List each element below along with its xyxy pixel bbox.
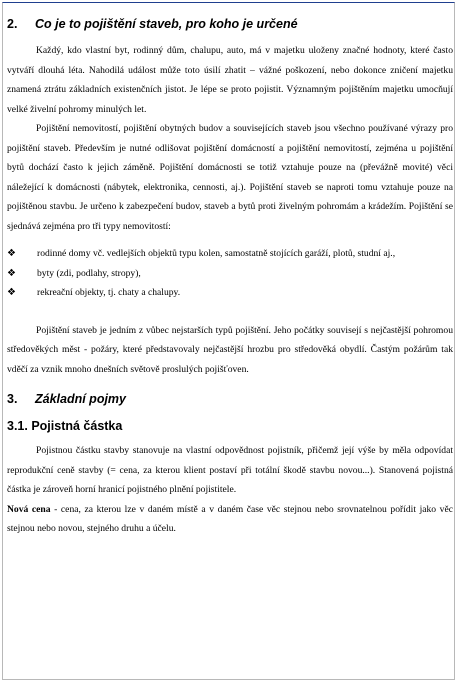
diamond-bullet-icon: ❖: [7, 287, 16, 298]
subsection-3-1-heading: 3.1. Pojistná částka: [7, 419, 123, 433]
section-3-heading: [7, 391, 453, 407]
intro-paragraph-1: Každý, kdo vlastní byt, rodinný dům, chalupu, auto, má v majetku uloženy značné hodnoty, které často vytváří dlouhá léta. Nahodilá událost může toto úsilí zhatit – vážné poškození, nebo dokonce zničení majetku znamená ztrátu základních existenčních jistot. Je lépe se proto pojistit. Významným pojištěním majetku umocňují velké živelní pohromy minulých let.: [7, 45, 453, 115]
nova-cena-definition: - cena, za kterou lze v daném místě a v daném čase věc stejnou nebo srovnatelnou pořídit jako věc stejnou nebo novou, stejného druhu a účelu.: [7, 503, 453, 534]
pojistna-castka-paragraph: Pojistnou částku stavby stanovuje na vlastní odpovědnost pojistník, přičemž její výše by měla odpovídat reprodukční ceně stavby (= cena, za kterou klient postaví při totální škodě stavbu novou...). Stanovená pojistná částka je zároveň horní hranicí pojistného plnění pojistitele.: [7, 445, 453, 495]
list-item: [7, 283, 453, 303]
section-3-number: 3.: [7, 392, 18, 406]
document-page: [2, 2, 455, 680]
list-item: [7, 244, 453, 264]
nova-cena-term: Nová cena: [7, 503, 51, 515]
list-item-text: rodinné domy vč. vedlejších objektů typu kolen, samostatně stojících garáží, plotů, studní aj.,: [37, 248, 396, 259]
list-item: [7, 264, 453, 284]
section-2-heading: [7, 16, 453, 32]
nova-cena-paragraph: [7, 500, 453, 539]
diamond-bullet-icon: ❖: [7, 267, 16, 279]
section-2-number: 2.: [7, 17, 18, 31]
property-types-list: [7, 244, 453, 303]
document-content: [7, 16, 453, 539]
intro-paragraph-2: Pojištění nemovitostí, pojištění obytných budov a souvisejících staveb jsou všechno používané výrazy pro pojištění staveb. Především je nutné odlišovat pojištění domácností a pojištění nemovitostí, zejména u pojištění bytů dochází často k jejich záměně. Pojištění domácnosti se totiž vztahuje pouze na (převážně movité) věci náležející k domácnosti (nábytek, elektronika, cennosti, aj.). Pojištění staveb se naproti tomu vztahuje pouze na pojištěnou stavbu. Je určeno k zabezpečení budov, staveb a bytů proti živelným pohromám a krádežím. Pojištění se sjednává zejména pro tři typy nemovitostí:: [7, 123, 453, 232]
section-2-title: Co je to pojištění staveb, pro koho je určené: [35, 17, 298, 31]
history-paragraph: Pojištění staveb je jedním z vůbec nejstarších typů pojištění. Jeho počátky souvisejí s nejčastější pohromou středověkých měst - požáry, které představovaly nejčastější hrozbu pro středověká obydlí. Častým požárům tak vděčí za vznik mnoho dnešních světově proslulých pojišťoven.: [7, 324, 453, 375]
list-item-text: byty (zdi, podlahy, stropy),: [37, 267, 141, 279]
list-item-text: rekreační objekty, tj. chaty a chalupy.: [37, 287, 181, 298]
diamond-bullet-icon: ❖: [7, 248, 16, 259]
section-3-title: Základní pojmy: [35, 392, 126, 406]
